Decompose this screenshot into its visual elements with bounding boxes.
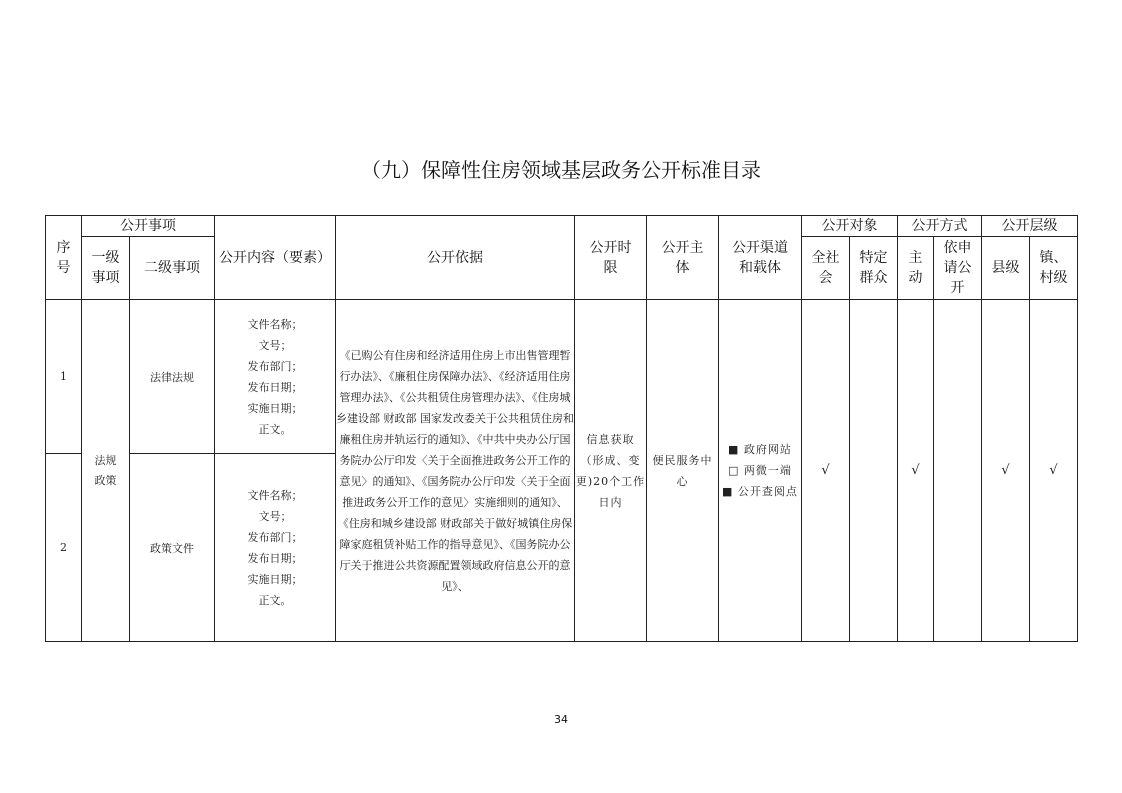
header-subject: 公开主体 (647, 216, 719, 300)
header-level-county: 县级 (982, 237, 1030, 300)
header-audience-group: 公开对象 (802, 216, 898, 237)
content-line: 文件名称； (247, 317, 303, 331)
page-number: 34 (554, 713, 568, 726)
content-line: 文号； (258, 338, 292, 352)
check-mode-active: √ (898, 300, 934, 642)
header-level2: 二级事项 (130, 237, 215, 300)
header-row-1 (46, 216, 1078, 237)
header-mode-active: 主动 (898, 237, 934, 300)
check-level-county: √ (982, 300, 1030, 642)
content-line: 发布日期； (247, 551, 303, 565)
content-line: 发布部门； (247, 359, 303, 373)
page-title: （九）保障性住房领域基层政务公开标准目录 (361, 158, 761, 182)
header-mode-request: 依申请公开 (934, 237, 982, 300)
standard-catalog-table (45, 215, 1078, 642)
header-mode-group: 公开方式 (898, 216, 982, 237)
header-basis: 公开依据 (336, 216, 575, 300)
header-level-group: 公开层级 (982, 216, 1078, 237)
row-seq: 1 (46, 300, 82, 454)
content-line: 正文。 (258, 593, 292, 607)
header-audience-specific: 特定群众 (850, 237, 898, 300)
header-audience-all: 全社会 (802, 237, 850, 300)
row-subject: 便民服务中心 (647, 300, 719, 642)
table-row (46, 300, 1078, 454)
content-line: 实施日期； (247, 401, 303, 415)
check-audience-specific (850, 300, 898, 642)
row-time-limit: 信息获取（形成、变更)20个工作日内 (575, 300, 647, 642)
header-level-town: 镇、村级 (1030, 237, 1078, 300)
check-level-town: √ (1030, 300, 1078, 642)
row-level2: 政策文件 (130, 454, 215, 642)
row-seq: 2 (46, 454, 82, 642)
header-time-limit: 公开时限 (575, 216, 647, 300)
row-content (215, 454, 336, 642)
header-channel: 公开渠道和载体 (719, 216, 802, 300)
content-line: 文号； (258, 509, 292, 523)
row-level1: 法规政策 (82, 300, 130, 642)
content-line: 实施日期； (247, 572, 303, 586)
content-line: 发布部门； (247, 530, 303, 544)
check-audience-all: √ (802, 300, 850, 642)
content-line: 发布日期； (247, 380, 303, 394)
header-content: 公开内容（要素） (215, 216, 336, 300)
row-content (215, 300, 336, 454)
row-channel (719, 300, 802, 642)
header-seq: 序号 (46, 216, 82, 300)
header-items-group: 公开事项 (82, 216, 215, 237)
channel-item: ■ 公开查阅点 (722, 485, 798, 498)
channel-item: □ 两微一端 (728, 464, 792, 477)
content-line: 正文。 (258, 422, 292, 436)
check-mode-request (934, 300, 982, 642)
header-level1: 一级事项 (82, 237, 130, 300)
row-basis: 《已购公有住房和经济适用住房上市出售管理暂行办法》、《廉租住房保障办法》、《经济适用住房管理办法》、《公共租赁住房管理办法》、《住房城乡建设部 财政部 国家发改委关于公共租赁住房和廉租住房并轨运行的通知》、《中共中央办公厅国务院办公厅印发〈关于全面推进政务公开工作的意见〉的通知》、《国务院办公厅印发〈关于全面推进政务公开工作的意见〉实施细则的通知》、《住房和城乡建设部 财政部关于做好城镇住房保障家庭租赁补贴工作的指导意见》、《国务院办公厅关于推进公共资源配置领域政府信息公开的意见》、 (336, 300, 575, 642)
row-level2: 法律法规 (130, 300, 215, 454)
channel-item: ■ 政府网站 (728, 443, 792, 456)
content-line: 文件名称； (247, 488, 303, 502)
